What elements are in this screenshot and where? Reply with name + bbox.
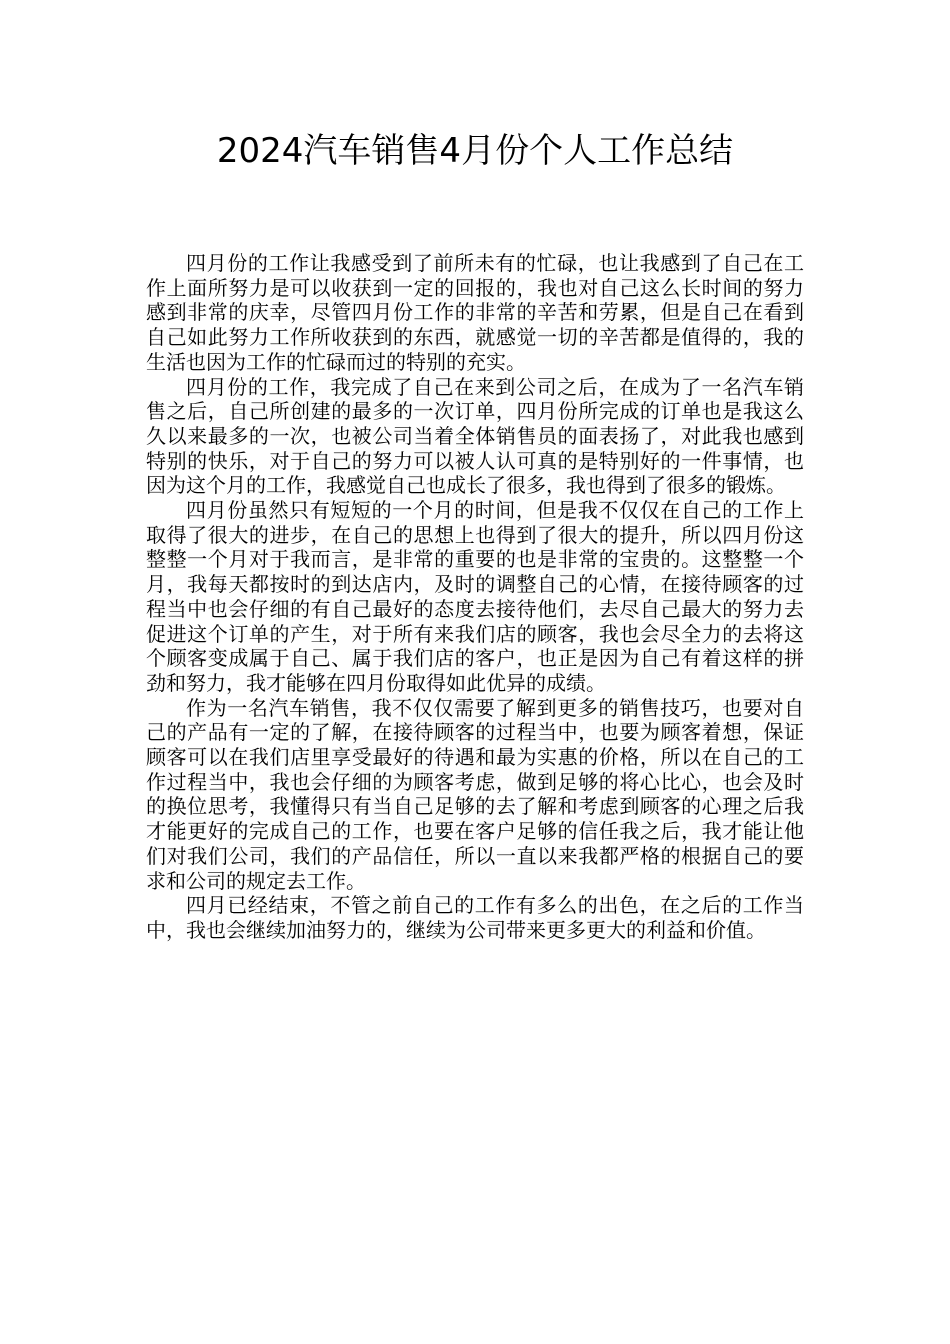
paragraph: 四月已经结束，不管之前自己的工作有多么的出色，在之后的工作当中，我也会继续加油努力的，继续为公司带来更多更大的利益和价值。	[146, 893, 804, 942]
document-title: 2024汽车销售4月份个人工作总结	[216, 131, 734, 171]
document-body	[146, 251, 804, 943]
paragraph: 四月份虽然只有短短的一个月的时间，但是我不仅仅在自己的工作上取得了很大的进步，在自己的思想上也得到了很大的提升，所以四月份这整整一个月对于我而言，是非常的重要的也是非常的宝贵的。这整整一个月，我每天都按时的到达店内，及时的调整自己的心情，在接待顾客的过程当中也会仔细的有自己最好的态度去接待他们，去尽自己最大的努力去促进这个订单的产生，对于所有来我们店的顾客，我也会尽全力的去将这个顾客变成属于自己、属于我们店的客户，也正是因为自己有着这样的拼劲和努力，我才能够在四月份取得如此优异的成绩。	[146, 498, 804, 695]
paragraph: 四月份的工作让我感受到了前所未有的忙碌，也让我感到了自己在工作上面所努力是可以收获到一定的回报的，我也对自己这么长时间的努力感到非常的庆幸，尽管四月份工作的非常的辛苦和劳累，但是自己在看到自己如此努力工作所收获到的东西，就感觉一切的辛苦都是值得的，我的生活也因为工作的忙碌而过的特别的充实。	[146, 251, 804, 374]
paragraph: 作为一名汽车销售，我不仅仅需要了解到更多的销售技巧，也要对自己的产品有一定的了解，在接待顾客的过程当中，也要为顾客着想，保证顾客可以在我们店里享受最好的待遇和最为实惠的价格，所以在自己的工作过程当中，我也会仔细的为顾客考虑，做到足够的将心比心，也会及时的换位思考，我懂得只有当自己足够的去了解和考虑到顾客的心理之后我才能更好的完成自己的工作，也要在客户足够的信任我之后，我才能让他们对我们公司，我们的产品信任，所以一直以来我都严格的根据自己的要求和公司的规定去工作。	[146, 695, 804, 893]
paragraph: 四月份的工作，我完成了自己在来到公司之后，在成为了一名汽车销售之后，自己所创建的最多的一次订单，四月份所完成的订单也是我这么久以来最多的一次，也被公司当着全体销售员的面表扬了，对此我也感到特别的快乐，对于自己的努力可以被人认可真的是特别好的一件事情，也因为这个月的工作，我感觉自己也成长了很多，我也得到了很多的锻炼。	[146, 374, 804, 498]
